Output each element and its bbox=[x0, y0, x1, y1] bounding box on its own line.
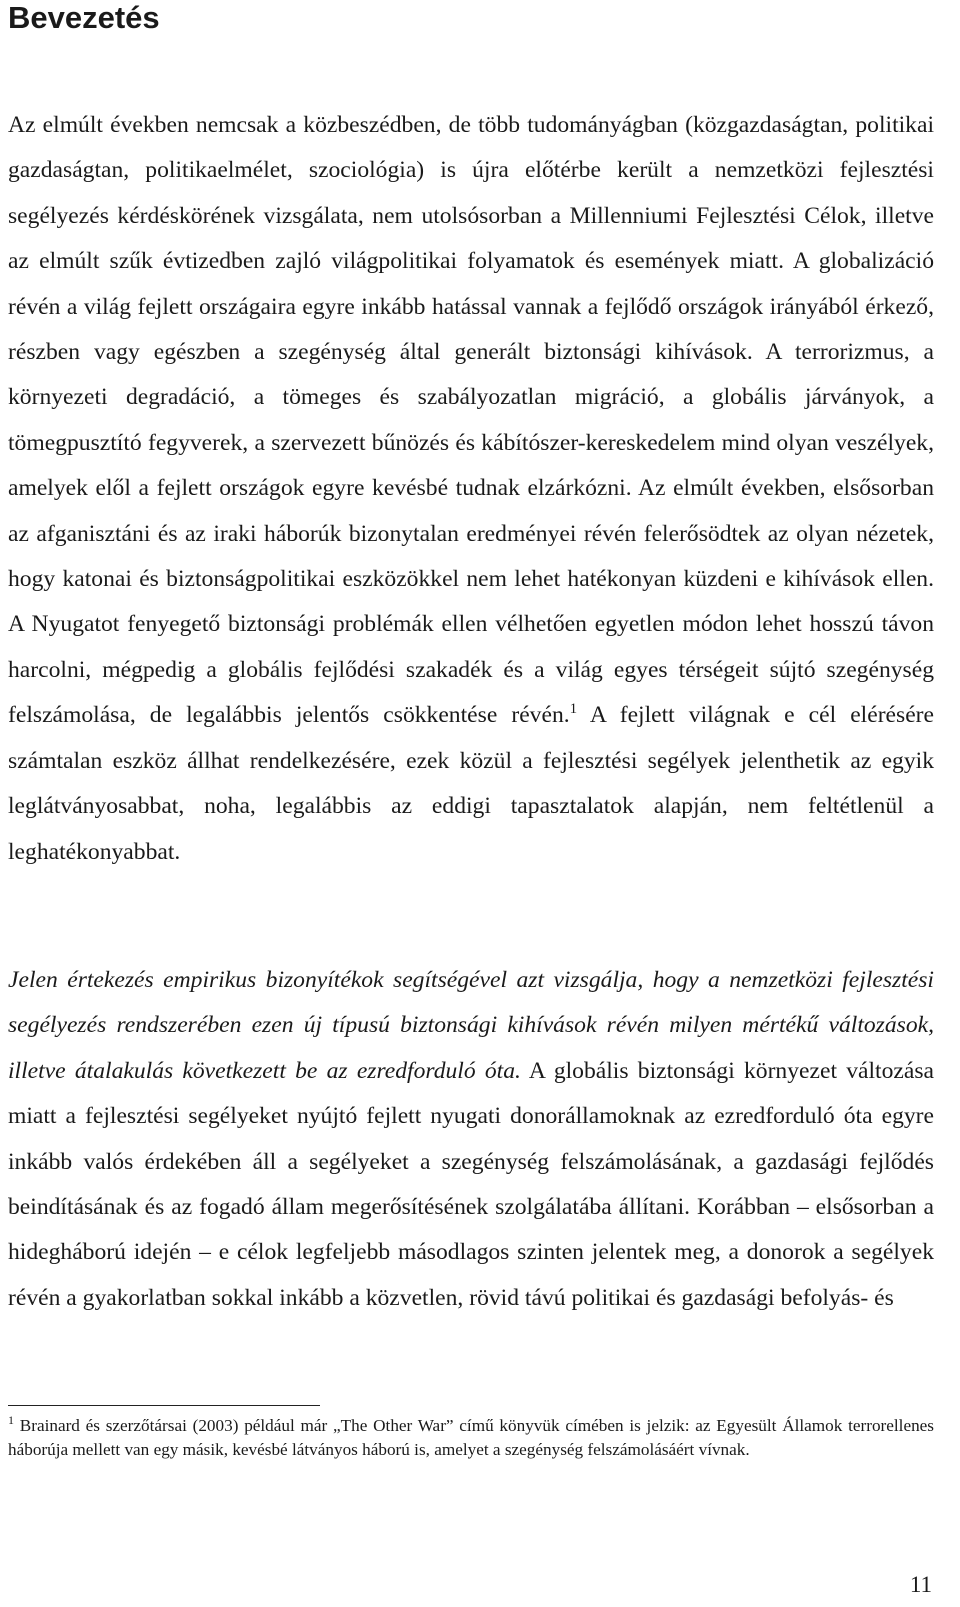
footnote bbox=[8, 1414, 934, 1462]
footnote-text: Brainard és szerzőtársai (2003) például már „The Other War” című könyvük címében is jelzik: az Egyesült Államok terrorellenes háborúja mellett van egy másik, kevésbé látványos háború is, amelyet a szegénység felszámolásáért vívnak. bbox=[8, 1416, 934, 1459]
paragraph-thesis bbox=[8, 958, 934, 1321]
footnote-separator bbox=[8, 1405, 320, 1406]
thesis-statement: Jelen értekezés empirikus bizonyítékok segítségével azt vizsgálja, hogy a nemzetközi fejlesztési segélyezés rendszerében ezen új típusú biztonsági kihívások révén milyen mértékű változások, illetve átalakulás következett be az ezredforduló óta. bbox=[8, 967, 934, 1084]
paragraph-intro-text: Az elmúlt években nemcsak a közbeszédben, de több tudományágban (közgazdaságtan, politikai gazdaságtan, politikaelmélet, szociológia) is újra előtérbe került a nemzetközi fejlesztési segélyezés kérdéskörének vizsgálata, nem utolsósorban a Millenniumi Fejlesztési Célok, illetve az elmúlt szűk évtizedben zajló világpolitikai folyamatok és események miatt. A globalizáció révén a világ fejlett országaira egyre inkább hatással vannak a fejlődő országok irányából érkező, részben vagy egészben a szegénység által generált biztonsági kihívások. A terrorizmus, a környezeti degradáció, a tömeges és szabályozatlan migráció, a globális járványok, a tömegpusztító fegyverek, a szervezett bűnözés és kábítószer-kereskedelem mind olyan veszélyek, amelyek elől a fejlett országok egyre kevésbé tudnak elzárkózni. Az elmúlt években, elsősorban az afganisztáni és az iraki háborúk bizonytalan eredményei révén felerősödtek az olyan nézetek, hogy katonai és biztonságpolitikai eszközökkel nem lehet hatékonyan küzdeni e kihívások ellen. A Nyugatot fenyegető biztonsági problémák ellen vélhetően egyetlen módon lehet hosszú távon harcolni, mégpedig a globális fejlődési szakadék és a világ egyes térségeit sújtó szegénység felszámolása, de legalábbis jelentős csökkentése révén. bbox=[8, 112, 934, 729]
paragraph-intro-continuation: A fejlett világnak e cél elérésére számtalan eszköz állhat rendelkezésére, ezek közül a fejlesztési segélyek jelenthetik az egyik leglátványosabbat, noha, legalábbis az eddigi tapasztalatok alapján, nem feltétlenül a leghatékonyabbat. bbox=[8, 702, 935, 865]
footnote-reference[interactable]: 1 bbox=[569, 701, 578, 718]
paragraph-intro bbox=[8, 103, 934, 875]
footnote-number: 1 bbox=[8, 1413, 14, 1427]
section-heading: Bevezetés bbox=[8, 0, 160, 35]
page-number: 11 bbox=[909, 1572, 932, 1597]
paragraph-thesis-text: A globális biztonsági környezet változása miatt a fejlesztési segélyeket nyújtó fejlett nyugati donorállamoknak az ezredforduló óta egyre inkább valós érdekében áll a segélyeket a szegénység felszámolásának, a gazdasági fejlődés beindításának és az fogadó állam megerősítésének szolgálatába állítani. Korábban – elsősorban a hidegháború idején – e célok legfeljebb másodlagos szinten jelentek meg, a donorok a segélyek révén a gyakorlatban sokkal inkább a közvetlen, rövid távú politikai és gazdasági befolyás- és bbox=[8, 1057, 935, 1311]
